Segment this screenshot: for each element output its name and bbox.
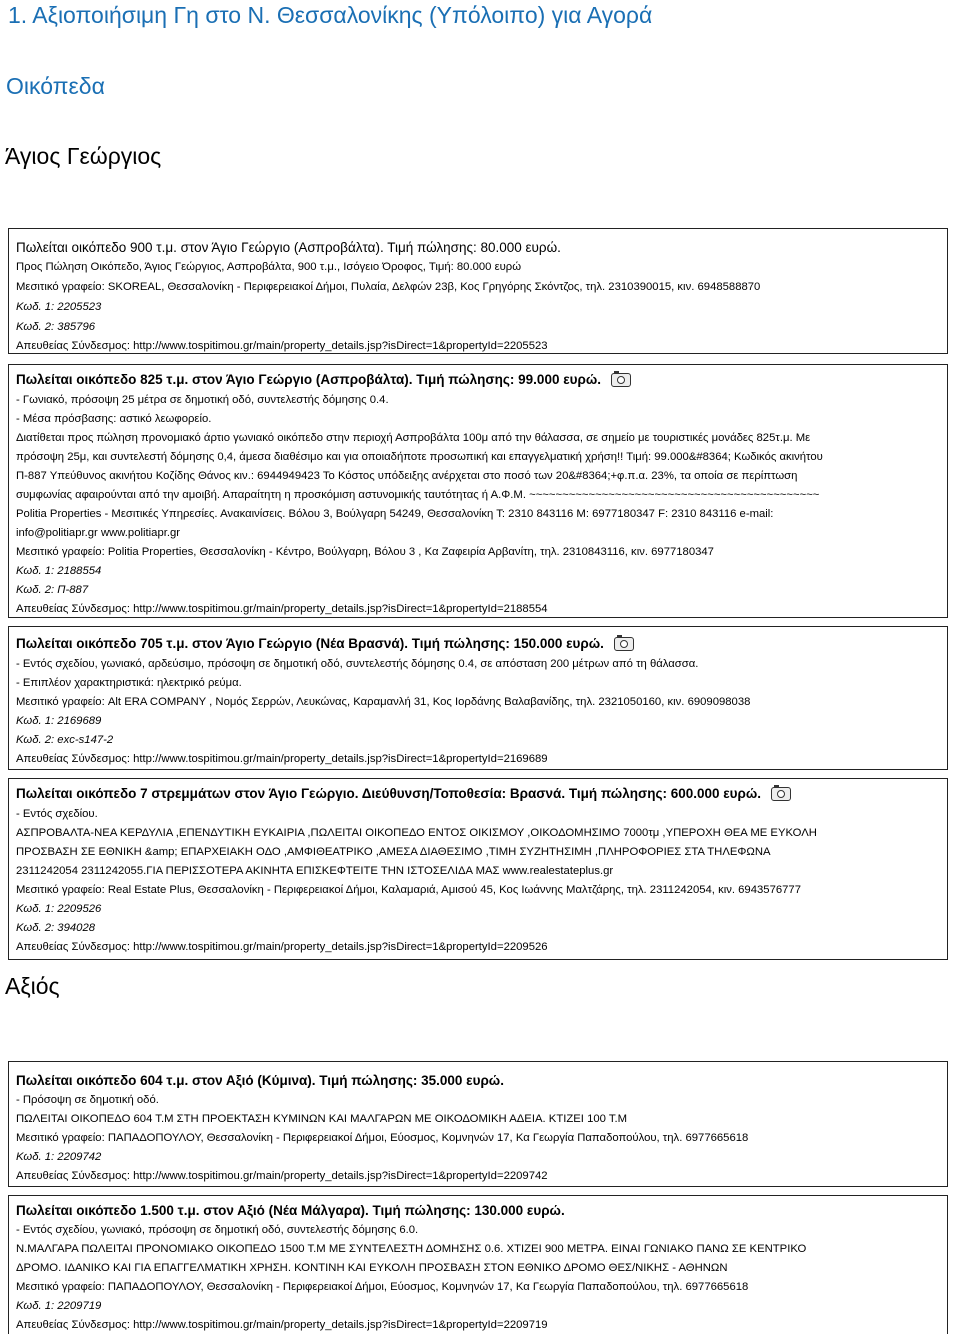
listing-code-2: Κωδ. 2: exc-s147-2 <box>16 734 114 746</box>
listing-line: Ν.ΜΑΛΓΑΡΑ ΠΩΛΕΙΤΑΙ ΠΡΟΝΟΜΙΑΚΟ ΟΙΚΟΠΕΔΟ 1500 Τ.Μ ΜΕ ΣΥΝΤΕΛΕΣΤΗ ΔΟΜΗΣΗΣ 0.6. ΧΤΙΖΕΙ 900 ΜΕΤΡΑ. ΕΙΝΑΙ ΓΩΝΙΑΚΟ ΠΑΝΩ ΣΕ ΚΕΝΤΡΙΚΟ <box>16 1243 807 1255</box>
listing-code-2: Κωδ. 2: 385796 <box>16 321 96 333</box>
listing-line: - Γωνιακό, πρόσοψη 25 μέτρα σε δημοτική οδό, συντελεστής δόμησης 0.4. <box>16 394 389 406</box>
listing-line: - Εντός σχεδίου, γωνιακό, πρόσοψη σε δημοτική οδό, συντελεστής δόμησης 6.0. <box>16 1224 419 1236</box>
listing-line: info@politiapr.gr www.politiapr.gr <box>16 527 181 539</box>
listing-agent: Μεσιτικό γραφείο: ΠΑΠΑΔΟΠΟΥΛΟΥ, Θεσσαλονίκη - Περιφερειακοί Δήμοι, Εύοσμος, Κομνηνών 17, Κα Γεωργία Παπαδοπούλου, τηλ. 6977665618 <box>16 1281 749 1293</box>
listing-card <box>8 1061 948 1187</box>
listing-card <box>8 228 948 354</box>
listing-line: ΑΣΠΡΟΒΑΛΤΑ-ΝΕΑ ΚΕΡΔΥΛΙΑ ,ΕΠΕΝΔΥΤΙΚΗ ΕΥΚΑΙΡΙΑ ,ΠΩΛΕΙΤΑΙ ΟΙΚΟΠΕΔΟ ΕΝΤΟΣ ΟΙΚΙΣΜΟΥ ,ΟΙΚΟΔΟΜΗΣΙΜΟ 7000τμ ,ΥΠΕΡΟΧΗ ΘΕΑ ΜΕ ΕΥΚΟΛΗ <box>16 827 817 839</box>
listing-line: ΠΡΟΣΒΑΣΗ ΣΕ ΕΘΝΙΚΗ &amp; ΕΠΑΡΧΕΙΑΚΗ ΟΔΟ ,ΑΜΦΙΘΕΑΤΡΙΚΟ ,ΑΜΕΣΑ ΔΙΑΘΕΣΙΜΟ ,ΤΙΜΗ ΣΥΖΗΤΗΣΙΜΗ ,ΠΛΗΡΟΦΟΡΙΕΣ ΣΤΑ ΤΗΛΕΦΩΝΑ <box>16 846 771 858</box>
listing-line: - Πρόσοψη σε δημοτική οδό. <box>16 1094 159 1106</box>
listing-title: Πωλείται οικόπεδο 900 τ.μ. στον Άγιο Γεώργιο (Ασπροβάλτα). Τιμή πώλησης: 80.000 ευρώ. <box>16 240 561 255</box>
listing-card <box>8 778 948 960</box>
listing-link[interactable]: Απευθείας Σύνδεσμος: http://www.tospitimou.gr/main/property_details.jsp?isDirect=1&propertyId=2209719 <box>16 1319 548 1331</box>
listing-agent: Μεσιτικό γραφείο: SKOREAL, Θεσσαλονίκη - Περιφερειακοί Δήμοι, Πυλαία, Δελφών 23β, Κος Γρηγόρης Σκόντζος, τηλ. 2310390015, κιν. 6948588870 <box>16 281 761 293</box>
listing-title: Πωλείται οικόπεδο 7 στρεμμάτων στον Άγιο Γεώργιο. Διεύθυνση/Τοποθεσία: Βρασνά. Τιμή πώλησης: 600.000 ευρώ. <box>16 785 791 803</box>
category-heading: Οικόπεδα <box>6 73 105 99</box>
listing-agent: Μεσιτικό γραφείο: Real Estate Plus, Θεσσαλονίκη - Περιφερειακοί Δήμοι, Καλαμαριά, Αμισού 45, Κος Ιωάννης Μαλτζάρης, τηλ. 2311242054, κιν. 6943576777 <box>16 884 801 896</box>
listing-card <box>8 364 948 618</box>
camera-icon[interactable] <box>771 787 791 801</box>
listing-code-2: Κωδ. 2: Π-887 <box>16 584 89 596</box>
listing-title: Πωλείται οικόπεδο 604 τ.μ. στον Αξιό (Κύμινα). Τιμή πώλησης: 35.000 ευρώ. <box>16 1073 504 1088</box>
listing-code-1: Κωδ. 1: 2209742 <box>16 1151 102 1163</box>
listing-code-1: Κωδ. 1: 2209719 <box>16 1300 102 1312</box>
listing-card <box>8 626 948 770</box>
listing-code-2: Κωδ. 2: 394028 <box>16 922 96 934</box>
listing-line: Politia Properties - Μεσιτικές Υπηρεσίες. Ανακαινίσεις. Βόλου 3, Βούλγαρη 54249, Θεσσαλονίκη Τ: 2310 843116 M: 6977180347 F: 2310 843116 e-mail: <box>16 508 774 520</box>
listing-link[interactable]: Απευθείας Σύνδεσμος: http://www.tospitimou.gr/main/property_details.jsp?isDirect=1&propertyId=2169689 <box>16 753 548 765</box>
camera-icon[interactable] <box>611 373 631 387</box>
page-title: 1. Αξιοποιήσιμη Γη στο Ν. Θεσσαλονίκης (Υπόλοιπο) για Αγορά <box>8 2 653 28</box>
listing-code-1: Κωδ. 1: 2205523 <box>16 301 102 313</box>
listing-agent: Μεσιτικό γραφείο: Politia Properties, Θεσσαλονίκη - Κέντρο, Βούλγαρη, Βόλου 3 , Κα Ζαφειρία Αρβανίτη, τηλ. 2310843116, κιν. 6977180347 <box>16 546 714 558</box>
listing-code-1: Κωδ. 1: 2169689 <box>16 715 102 727</box>
listing-code-1: Κωδ. 1: 2209526 <box>16 903 102 915</box>
listing-line: - Εντός σχεδίου, γωνιακό, αρδεύσιμο, πρόσοψη σε δημοτική οδό, συντελεστής δόμησης 0.4, σε απόσταση 200 μέτρων από τη θάλασσα. <box>16 658 699 670</box>
listing-link[interactable]: Απευθείας Σύνδεσμος: http://www.tospitimou.gr/main/property_details.jsp?isDirect=1&propertyId=2209526 <box>16 941 548 953</box>
listing-line: ΠΩΛΕΙΤΑΙ ΟΙΚΟΠΕΔΟ 604 Τ.Μ ΣΤΗ ΠΡΟΕΚΤΑΣΗ ΚΥΜΙΝΩΝ ΚΑΙ ΜΑΛΓΑΡΩΝ ΜΕ ΟΙΚΟΔΟΜΙΚΗ ΑΔΕΙΑ. ΚΤΙΖΕΙ 100 Τ.Μ <box>16 1113 628 1125</box>
area-heading-axios: Αξιός <box>5 973 60 999</box>
listing-link[interactable]: Απευθείας Σύνδεσμος: http://www.tospitimou.gr/main/property_details.jsp?isDirect=1&propertyId=2209742 <box>16 1170 548 1182</box>
listing-link[interactable]: Απευθείας Σύνδεσμος: http://www.tospitimou.gr/main/property_details.jsp?isDirect=1&propertyId=2188554 <box>16 603 548 615</box>
listing-line: 2311242054 2311242055.ΓΙΑ ΠΕΡΙΣΣΟΤΕΡΑ ΑΚΙΝΗΤΑ ΕΠΙΣΚΕΦΤΕΙΤΕ ΤΗΝ ΙΣΤΟΣΕΛΙΔΑ ΜΑΣ www.realestateplus.gr <box>16 865 614 877</box>
listing-line: Π-887 Υπεύθυνος ακινήτου Κοζίδης Θάνος κιν.: 6944949423 Το Κόστος υπόδειξης ανέρχεται στο ποσό των 20&#8364;+φ.π.α. 23%, τα οποία σε περίπτωση <box>16 470 798 482</box>
listing-line: - Επιπλέον χαρακτηριστικά: ηλεκτρικό ρεύμα. <box>16 677 242 689</box>
listing-line: συμφωνίας αφαιρούνται από την αμοιβή. Απαραίτητη η προσκόμιση αστυνομικής ταυτότητας ή Α.Φ.Μ. ~~~~~~~~~~~~~~~~~~~~~~~~~~~~~~~~~~~~~~~~~~~~ <box>16 489 820 501</box>
listing-line: - Μέσα πρόσβασης: αστικό λεωφορείο. <box>16 413 212 425</box>
listing-line: Προς Πώληση Οικόπεδο, Άγιος Γεώργιος, Ασπροβάλτα, 900 τ.μ., Ισόγειο Όροφος, Τιμή: 80.000 ευρώ <box>16 261 522 273</box>
listing-line: ΔΡΟΜΟ. ΙΔΑΝΙΚΟ ΚΑΙ ΓΙΑ ΕΠΑΓΓΕΛΜΑΤΙΚΗ ΧΡΗΣΗ. ΚΟΝΤΙΝΗ ΚΑΙ ΕΥΚΟΛΗ ΠΡΟΣΒΑΣΗ ΣΤΟΝ ΕΘΝΙΚΟ ΔΡΟΜΟ ΘΕΣ/ΝΙΚΗΣ - ΑΘΗΝΩΝ <box>16 1262 728 1274</box>
listing-title: Πωλείται οικόπεδο 1.500 τ.μ. στον Αξιό (Νέα Μάλγαρα). Τιμή πώλησης: 130.000 ευρώ. <box>16 1203 565 1218</box>
listing-card <box>8 1195 948 1334</box>
listing-agent: Μεσιτικό γραφείο: ΠΑΠΑΔΟΠΟΥΛΟΥ, Θεσσαλονίκη - Περιφερειακοί Δήμοι, Εύοσμος, Κομνηνών 17, Κα Γεωργία Παπαδοπούλου, τηλ. 6977665618 <box>16 1132 749 1144</box>
listing-title: Πωλείται οικόπεδο 825 τ.μ. στον Άγιο Γεώργιο (Ασπροβάλτα). Τιμή πώλησης: 99.000 ευρώ. <box>16 371 631 389</box>
area-heading-agios-georgios: Άγιος Γεώργιος <box>5 143 162 169</box>
camera-icon[interactable] <box>614 637 634 651</box>
listing-line: - Εντός σχεδίου. <box>16 808 98 820</box>
listing-line: πρόσοψη 25μ, και συντελεστή δόμησης 0,4, άμεσα διαθέσιμο και για οποιαδήποτε προσωπική και επαγγελματική χρήση!! Τιμή: 99.000&#8364; Κωδικός ακινήτου <box>16 451 823 463</box>
listing-link[interactable]: Απευθείας Σύνδεσμος: http://www.tospitimou.gr/main/property_details.jsp?isDirect=1&propertyId=2205523 <box>16 340 548 352</box>
listing-code-1: Κωδ. 1: 2188554 <box>16 565 102 577</box>
listing-agent: Μεσιτικό γραφείο: Alt ERA COMPANY , Νομός Σερρών, Λευκώνας, Καραμανλή 31, Κος Ιορδάνης Βαλαβανίδης, τηλ. 2321050160, κιν. 6909098038 <box>16 696 751 708</box>
listing-title: Πωλείται οικόπεδο 705 τ.μ. στον Άγιο Γεώργιο (Νέα Βρασνά). Τιμή πώλησης: 150.000 ευρώ. <box>16 635 634 653</box>
listing-line: Διατίθεται προς πώληση προνομιακό άρτιο γωνιακό οικόπεδο στην περιοχή Ασπροβάλτα 100μ από την θάλασσα, σε σημείο με τουριστικές μονάδες 825τ.μ. Με <box>16 432 811 444</box>
